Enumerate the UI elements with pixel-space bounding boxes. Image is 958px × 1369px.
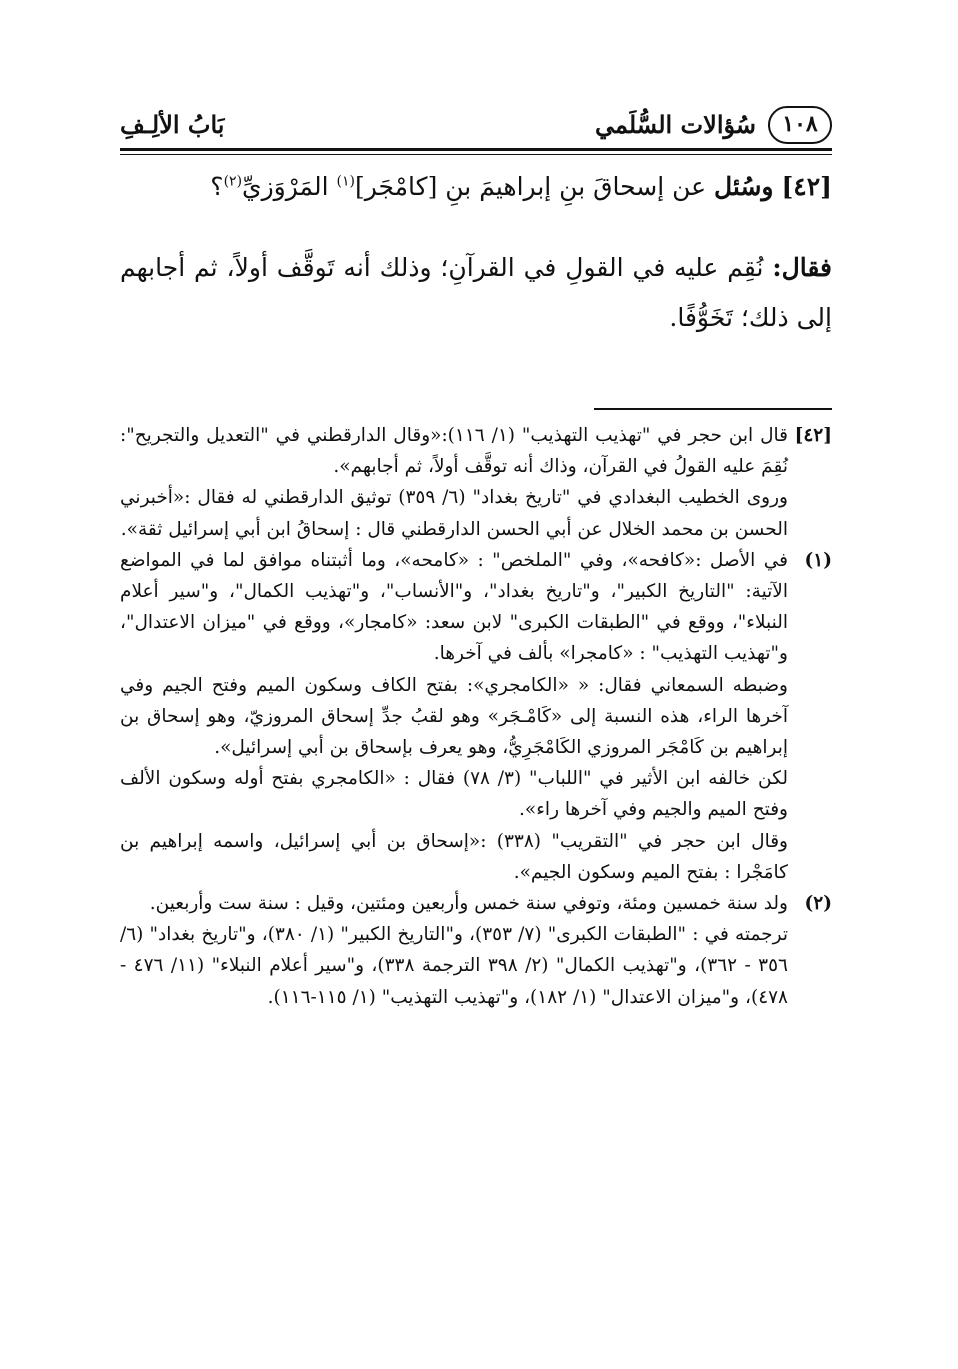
- entry-number: [٤٢]: [781, 172, 832, 201]
- entry-verb: وسُئل: [714, 172, 774, 201]
- footnote-2: [120, 888, 832, 1013]
- footnote-ref-1[interactable]: (١): [336, 173, 355, 190]
- footnote-paragraph: قال ابن حجر في "تهذيب التهذيب" (١/ ١١٦):«وقال الدارقطني في "التعديل والتجريح": نُقِمَ عليه القولُ في القرآن، وذاك أنه توقَّف أولاً، ثم أجابهم».: [120, 425, 788, 478]
- footnote-separator: [594, 408, 832, 410]
- question-mark: ؟: [210, 172, 224, 201]
- footnote-1: [120, 545, 832, 888]
- footnote-paragraph: ولد سنة خمسين ومئة، وتوفي سنة خمس وأربعين ومئتين، وقيل : سنة ست وأربعين.: [149, 893, 788, 915]
- footnote-paragraph: وروى الخطيب البغدادي في "تاريخ بغداد" (٦/ ٣٥٩) توثيق الدارقطني له فقال :«أخبرني الحسن بن محمد الخلال عن أبي الحسن الدارقطني قال : إسحاقُ ابن أبي إسرائيل ثقة».: [120, 487, 788, 540]
- footnote-label: (١): [804, 549, 832, 571]
- footnote-paragraph: في الأصل :«كافحه»، وفي "الملخص" : «كامحه»، وما أثبتناه موافق لما في المواضع الآتية: "التاريخ الكبير"، و"تاريخ بغداد"، و"الأنساب"، و"تهذيب الكمال"، و"سير أعلام النبلاء"، ووقع في "الطبقات الكبرى" لابن سعد: «كامجار»، ووقع في "ميزان الاعتدال"، و"تهذيب التهذيب" : «كامجرا» بألف في آخرها.: [120, 549, 788, 665]
- footnote-entry-42: [120, 420, 832, 545]
- footnotes: [120, 420, 832, 1013]
- footnote-paragraph: وقال ابن حجر في "التقريب" (٣٣٨) :«إسحاق بن أبي إسرائيل، واسمه إبراهيم بن كامَجْرا : بفتح الميم وسكون الجيم».: [120, 830, 788, 883]
- page-number: ١٠٨: [768, 106, 832, 144]
- footnote-ref-2[interactable]: (٢): [223, 173, 243, 190]
- footnote-label: [٤٢]: [794, 425, 832, 446]
- question-text: عن إسحاقَ بنِ إبراهيمَ بنِ [كامْجَر]: [354, 172, 707, 201]
- answer-lead: فقال:: [772, 253, 832, 282]
- entry-question: [120, 165, 832, 209]
- answer-text: نُقِم عليه في القولِ في القرآنِ؛ وذلك أنه تَوقَّف أولاً، ثم أجابهم إلى ذلك؛ تَخَوُّفًا.: [120, 253, 832, 332]
- footnote-paragraph: ترجمته في : "الطبقات الكبرى" (٧/ ٣٥٣)، و"التاريخ الكبير" (١/ ٣٨٠)، و"تاريخ بغداد" (٦/ ٣٥٦ - ٣٦٢)، و"تهذيب الكمال" (٢/ ٣٩٨ الترجمة ٣٣٨)، و"سير أعلام النبلاء" (١١/ ٤٧٦ - ٤٧٨)، و"ميزان الاعتدال" (١/ ١٨٢)، و"تهذيب التهذيب" (١/ ١١٥-١١٦).: [120, 924, 788, 1008]
- footnote-label: (٢): [804, 893, 832, 915]
- main-text: [120, 165, 832, 368]
- footnote-paragraph: لكن خالفه ابن الأثير في "اللباب" (٣/ ٧٨) فقال : «الكامجري بفتح أوله وسكون الألف وفتح الميم والجيم وفي آخرها راء».: [120, 768, 788, 821]
- question-text-2: المَرْوَزيِّ: [242, 172, 337, 201]
- chapter-title: بَابُ الألِـفِ: [120, 110, 225, 139]
- header-rule-thin: [120, 154, 832, 155]
- header-rule-thick: [120, 148, 832, 151]
- book-title: سُؤالات السُّلَمي: [594, 110, 756, 139]
- entry-answer: [120, 243, 832, 343]
- footnote-paragraph: وضبطه السمعاني فقال: « «الكامجري»: بفتح الكاف وسكون الميم وفتح الجيم وفي آخرها الراء، هذه النسبة إلى «كَامْـجَر» وهو لقبُ جدِّ إسحاق المروزيّ، وهو إسحاق بن إبراهيم بن كَامْجَر المروزي الكَامْجَرِيُّ، وهو يعرف بإسحاق بن أبي إسرائيل».: [120, 674, 788, 759]
- running-header: [120, 104, 832, 150]
